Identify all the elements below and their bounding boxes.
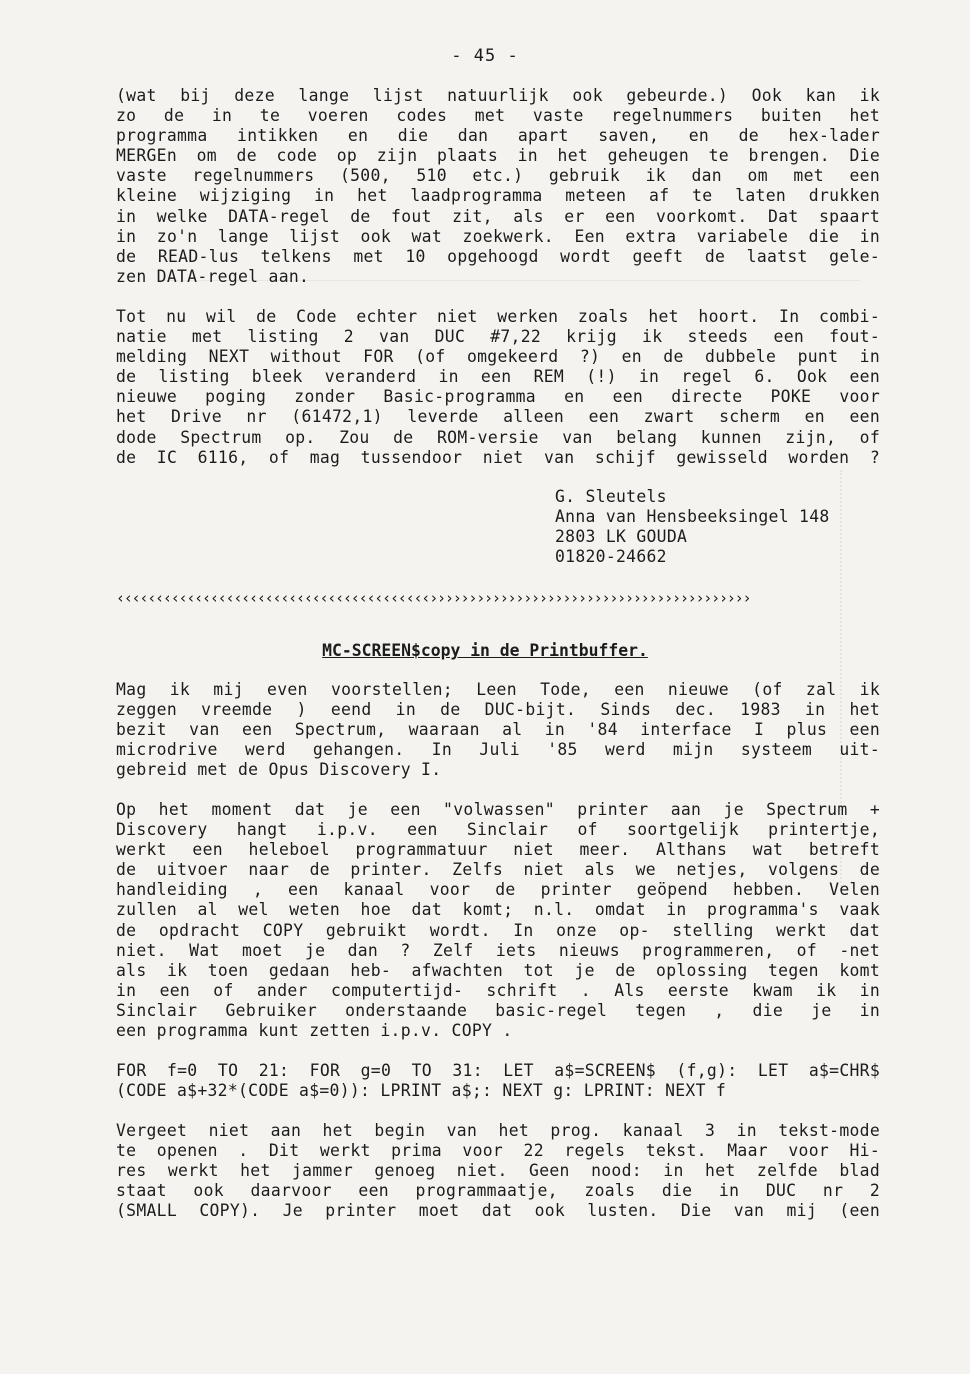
paragraph-1: [116, 86, 880, 287]
text-line: als ik toen gedaan heb- afwachten tot je de oplossing tegen komt: [116, 960, 880, 980]
signature-block: [555, 487, 885, 567]
text-line: niet. Wat moet je dan ? Zelf iets nieuws programmeren, of -net: [116, 940, 880, 960]
page-number: - 45 -: [451, 46, 519, 66]
article-heading-text: MC-SCREEN$copy in de Printbuffer.: [322, 641, 648, 660]
paragraph-2: [116, 307, 880, 468]
text-line: de opdracht COPY gebruikt wordt. In onze op- stelling werkt dat: [116, 920, 880, 940]
text-line: werkt een heleboel programmatuur niet meer. Althans wat betreft: [116, 840, 880, 860]
text-line: nieuwe poging zonder Basic-programma en een directe POKE voor: [116, 387, 880, 407]
text-line: in zo'n lange lijst ook wat zoekwerk. Een extra variabele die in: [116, 226, 880, 246]
text-line: vaste regelnummers (500, 510 etc.) gebruik ik dan om met een: [116, 166, 880, 186]
text-line: kleine wijziging in het laadprogramma meteen af te laten drukken: [116, 186, 880, 206]
text-line: zeggen vreemde ) eend in de DUC-bijt. Sinds dec. 1983 in het: [116, 700, 880, 720]
text-line: in een of ander computertijd- schrift . Als eerste kwam ik in: [116, 980, 880, 1000]
text-line: te openen . Dit werkt prima voor 22 regels tekst. Maar voor Hi-: [116, 1141, 880, 1161]
text-line: (SMALL COPY). Je printer moet dat ook lusten. Die van mij (een: [116, 1201, 880, 1221]
text-line: Vergeet niet aan het begin van het prog. kanaal 3 in tekst-mode: [116, 1121, 880, 1140]
text-line: handleiding , een kanaal voor de printer geöpend hebben. Velen: [116, 880, 880, 900]
text-line: gebreid met de Opus Discovery I.: [116, 760, 442, 780]
text-line: programma intikken en die dan apart saven, en de hex-lader: [116, 126, 880, 146]
author-phone: 01820-24662: [555, 547, 667, 567]
text-line: microdrive werd gehangen. In Juli '85 werd mijn systeem uit-: [116, 740, 880, 760]
text-line: melding NEXT without FOR (of omgekeerd ?) en de dubbele punt in: [116, 347, 880, 367]
text-line: zullen al wel weten hoe dat komt; n.l. omdat in programma's vaak: [116, 900, 880, 920]
text-line: staat ook daarvoor een programmaatje, zoals die in DUC nr 2: [116, 1181, 880, 1201]
text-line: Mag ik mij even voorstellen; Leen Tode, een nieuwe (of zal ik: [116, 680, 880, 699]
text-line: (wat bij deze lange lijst natuurlijk ook gebeurde.) Ook kan ik: [116, 86, 880, 105]
text-line: MERGEn om de code op zijn plaats in het geheugen te brengen. Die: [116, 146, 880, 166]
text-line: dode Spectrum op. Zou de ROM-versie van belang kunnen zijn, of: [116, 427, 880, 447]
text-line: Sinclair Gebruiker onderstaande basic-regel tegen , die je in: [116, 1000, 880, 1020]
text-line: de READ-lus telkens met 10 opgehoogd wordt geeft de laatst gele-: [116, 246, 880, 266]
text-line: natie met listing 2 van DUC #7,22 krijg ik steeds een fout-: [116, 327, 880, 347]
text-line: zo de in te voeren codes met vaste regelnummers buiten het: [116, 106, 880, 126]
text-line: in welke DATA-regel de fout zit, als er een voorkomt. Dat spaart: [116, 206, 880, 226]
text-line: een programma kunt zetten i.p.v. COPY .: [116, 1021, 513, 1041]
text-line: Tot nu wil de Code echter niet werken zoals het hoort. In combi-: [116, 307, 880, 326]
text-line: zen DATA-regel aan.: [116, 266, 310, 286]
text-line: de listing bleek veranderd in een REM (!) in regel 6. Ook een: [116, 367, 880, 387]
section-divider: ‹‹‹‹‹‹‹‹‹‹‹‹‹‹‹‹‹‹‹‹‹‹‹‹‹‹‹‹‹‹‹‹‹‹‹‹‹‹‹‹›››››››››››››››››››››››››››››››››››››››››: [116, 589, 751, 607]
text-line: res werkt het jammer genoeg niet. Geen nood: in het zelfde blad: [116, 1161, 880, 1181]
author-city: 2803 LK GOUDA: [555, 527, 688, 547]
text-line: Op het moment dat je een "volwassen" printer aan je Spectrum +: [116, 800, 880, 819]
text-line: de IC 6116, of mag tussendoor niet van schijf gewisseld worden ?: [116, 447, 880, 467]
paragraph-4: [116, 800, 880, 1041]
article-heading: [0, 641, 970, 660]
author-street: Anna van Hensbeeksingel 148: [555, 507, 830, 527]
paragraph-5: [116, 1121, 880, 1221]
code-line: (CODE a$+32*(CODE a$=0)): LPRINT a$;: NEXT g: LPRINT: NEXT f: [116, 1081, 727, 1101]
paragraph-3: [116, 680, 880, 780]
code-line: FOR f=0 TO 21: FOR g=0 TO 31: LET a$=SCREEN$ (f,g): LET a$=CHR$: [116, 1061, 880, 1080]
text-line: de uitvoer naar de printer. Zelfs niet als we netjes, volgens de: [116, 860, 880, 880]
code-listing: [116, 1061, 880, 1101]
text-line: bezit van een Spectrum, waaraan al in '84 interface I plus een: [116, 720, 880, 740]
text-line: het Drive nr (61472,1) leverde alleen een zwart scherm en een: [116, 407, 880, 427]
text-line: Discovery hangt i.p.v. een Sinclair of soortgelijk printertje,: [116, 820, 880, 840]
author-name: G. Sleutels: [555, 487, 667, 506]
